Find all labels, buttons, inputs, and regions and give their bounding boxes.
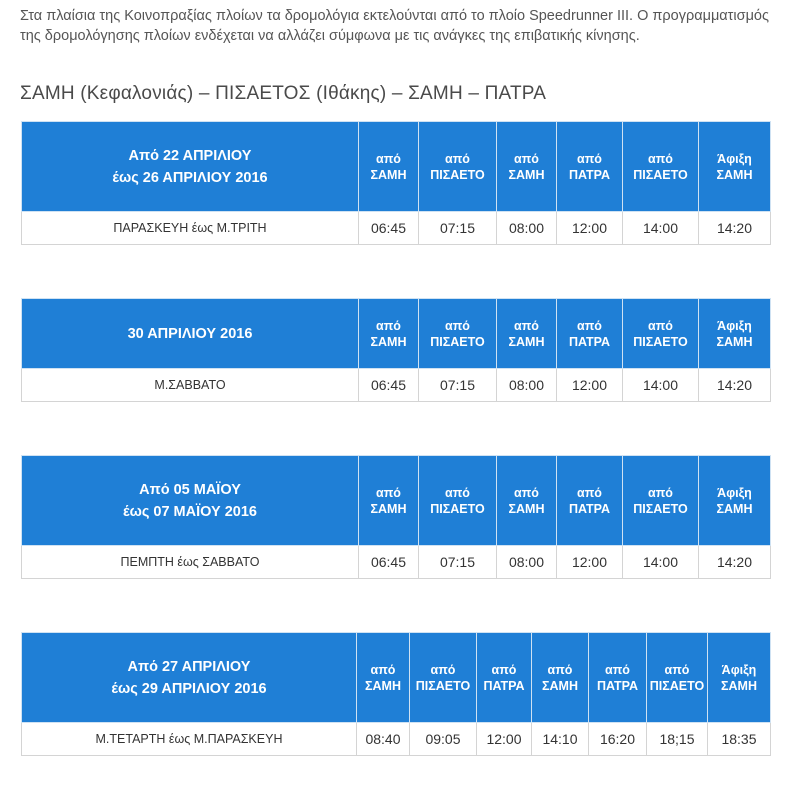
period-line-1: Από 05 ΜΑΪΟΥ (139, 481, 241, 498)
time-cell: 08:40 (357, 723, 410, 756)
column-header: από ΠΙΣΑΕΤΟ (410, 633, 477, 723)
time-cell: 06:45 (359, 546, 419, 579)
table-row (22, 723, 771, 756)
schedule-table-4 (21, 632, 771, 756)
time-cell: 14:10 (532, 723, 589, 756)
time-cell: 14:00 (623, 369, 699, 402)
table-header-row (22, 299, 771, 369)
time-cell: 08:00 (497, 369, 557, 402)
period-header (22, 299, 359, 369)
table-header-row (22, 633, 771, 723)
period-line-2: έως 07 ΜΑΪΟΥ 2016 (123, 503, 257, 520)
column-header: από ΠΑΤΡΑ (557, 299, 623, 369)
column-header: από ΠΙΣΑΕΤΟ (419, 122, 497, 212)
time-cell: 12:00 (557, 546, 623, 579)
time-cell: 08:00 (497, 212, 557, 245)
column-header: από ΠΑΤΡΑ (589, 633, 647, 723)
column-header: από ΣΑΜΗ (497, 122, 557, 212)
column-header: από ΣΑΜΗ (357, 633, 410, 723)
period-line-2: έως 29 ΑΠΡΙΛΙΟΥ 2016 (111, 680, 267, 697)
period-header (22, 633, 357, 723)
column-header: από ΠΙΣΑΕΤΟ (647, 633, 708, 723)
column-header: από ΠΑΤΡΑ (557, 456, 623, 546)
time-cell: 14:00 (623, 212, 699, 245)
days-cell: ΠΑΡΑΣΚΕΥΗ έως Μ.ΤΡΙΤΗ (22, 212, 359, 245)
table-row (22, 546, 771, 579)
time-cell: 18:35 (708, 723, 771, 756)
column-header: Άφιξη ΣΑΜΗ (699, 299, 771, 369)
column-header: από ΣΑΜΗ (497, 299, 557, 369)
table-header-row (22, 122, 771, 212)
time-cell: 06:45 (359, 369, 419, 402)
time-cell: 14:20 (699, 212, 771, 245)
time-cell: 06:45 (359, 212, 419, 245)
time-cell: 12:00 (557, 369, 623, 402)
time-cell: 07:15 (419, 546, 497, 579)
column-header: από ΠΙΣΑΕΤΟ (623, 122, 699, 212)
column-header: από ΠΑΤΡΑ (557, 122, 623, 212)
column-header: Άφιξη ΣΑΜΗ (699, 122, 771, 212)
period-line-1: Από 27 ΑΠΡΙΛΙΟΥ (127, 658, 251, 675)
column-header: από ΣΑΜΗ (497, 456, 557, 546)
days-cell: Μ.ΣΑΒΒΑΤΟ (22, 369, 359, 402)
column-header: από ΣΑΜΗ (359, 299, 419, 369)
time-cell: 14:00 (623, 546, 699, 579)
period-line-1: 30 ΑΠΡΙΛΙΟΥ 2016 (127, 325, 253, 342)
time-cell: 07:15 (419, 212, 497, 245)
column-header: από ΠΙΣΑΕΤΟ (419, 299, 497, 369)
column-header: από ΠΙΣΑΕΤΟ (419, 456, 497, 546)
table-row (22, 369, 771, 402)
column-header: Άφιξη ΣΑΜΗ (699, 456, 771, 546)
time-cell: 18;15 (647, 723, 708, 756)
column-header: Άφιξη ΣΑΜΗ (708, 633, 771, 723)
column-header: από ΣΑΜΗ (359, 456, 419, 546)
table-header-row (22, 456, 771, 546)
time-cell: 07:15 (419, 369, 497, 402)
days-cell: Μ.ΤΕΤΑΡΤΗ έως Μ.ΠΑΡΑΣΚΕΥΗ (22, 723, 357, 756)
schedule-table-1 (21, 121, 771, 245)
period-header (22, 122, 359, 212)
time-cell: 16:20 (589, 723, 647, 756)
period-line-2: έως 26 ΑΠΡΙΛΙΟΥ 2016 (112, 169, 268, 186)
time-cell: 08:00 (497, 546, 557, 579)
route-title: ΣΑΜΗ (Κεφαλονιάς) – ΠΙΣΑΕΤΟΣ (Ιθάκης) – ΣΑΜΗ – ΠΑΤΡΑ (20, 83, 547, 104)
days-cell: ΠΕΜΠΤΗ έως ΣΑΒΒΑΤΟ (22, 546, 359, 579)
time-cell: 09:05 (410, 723, 477, 756)
period-header (22, 456, 359, 546)
time-cell: 14:20 (699, 546, 771, 579)
time-cell: 14:20 (699, 369, 771, 402)
period-line-1: Από 22 ΑΠΡΙΛΙΟΥ (128, 147, 252, 164)
time-cell: 12:00 (557, 212, 623, 245)
schedule-table-3 (21, 455, 771, 579)
table-row (22, 212, 771, 245)
time-cell: 12:00 (477, 723, 532, 756)
column-header: από ΣΑΜΗ (359, 122, 419, 212)
column-header: από ΠΑΤΡΑ (477, 633, 532, 723)
intro-paragraph: Στα πλαίσια της Κοινοπραξίας πλοίων τα δρομολόγια εκτελούνται από το πλοίο Speedrunner III. Ο προγραμματισμός της δρομολόγησης πλοίων ενδέχεται να αλλάζει σύμφωνα με τις ανάγκες της επιβατικής κίνησης. (20, 8, 769, 44)
column-header: από ΠΙΣΑΕΤΟ (623, 299, 699, 369)
schedule-table-2 (21, 298, 771, 402)
column-header: από ΣΑΜΗ (532, 633, 589, 723)
column-header: από ΠΙΣΑΕΤΟ (623, 456, 699, 546)
